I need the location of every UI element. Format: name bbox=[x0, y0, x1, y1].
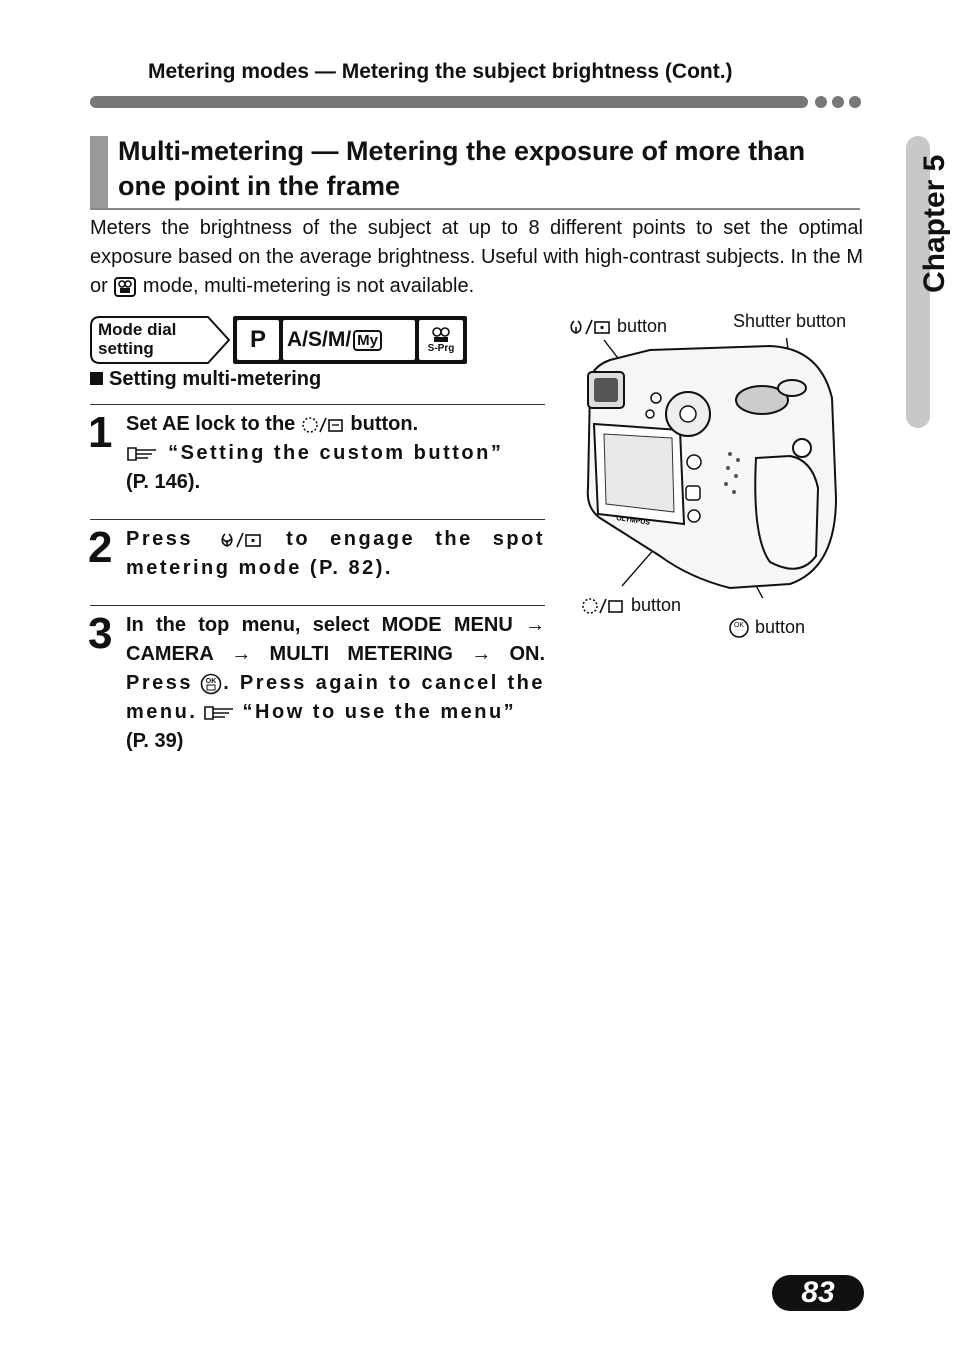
section-heading-block bbox=[90, 136, 860, 210]
small-button bbox=[646, 410, 654, 418]
step-2-text-b: to engage the spot metering mode (P. 82). bbox=[126, 528, 545, 579]
macro-spot-icon bbox=[566, 317, 612, 337]
grip bbox=[755, 456, 818, 569]
step-3-text-d: ON. bbox=[509, 643, 546, 665]
step-1-text bbox=[126, 410, 545, 497]
step-3-text bbox=[126, 611, 545, 756]
step-divider bbox=[90, 519, 545, 520]
step-1-text-b: button. bbox=[350, 413, 419, 435]
step-divider bbox=[90, 404, 545, 405]
step-3-text-f: . Press again to cancel the menu. bbox=[126, 672, 545, 723]
subheading bbox=[90, 368, 321, 391]
custom-button-icon bbox=[580, 596, 626, 616]
small-button bbox=[651, 393, 661, 403]
pointing-hand-icon bbox=[126, 445, 160, 463]
header-dot bbox=[815, 96, 827, 108]
mode-asm-my bbox=[283, 320, 415, 360]
section-heading-bar bbox=[90, 136, 108, 208]
page-number: 83 bbox=[801, 1276, 835, 1309]
ok-button-label-text: button bbox=[755, 617, 806, 637]
ok-button-icon bbox=[728, 617, 750, 639]
viewfinder-glass bbox=[594, 378, 618, 402]
ok-button-label bbox=[728, 617, 805, 639]
intro-paragraph bbox=[90, 214, 863, 301]
header-dot bbox=[849, 96, 861, 108]
custom-button-label-text: button bbox=[631, 595, 682, 615]
arrow-right-icon: → bbox=[231, 643, 252, 665]
mode-sprg bbox=[419, 320, 463, 360]
step-1-ref-page: (P. 146). bbox=[126, 471, 201, 493]
custom-button bbox=[688, 510, 700, 522]
header-dot bbox=[832, 96, 844, 108]
step-3-text-e: Press bbox=[126, 672, 193, 694]
camera-illustration bbox=[580, 338, 850, 598]
macro-button-label bbox=[566, 316, 667, 337]
arrow-right-icon: → bbox=[525, 614, 545, 636]
step-divider bbox=[90, 605, 545, 606]
chapter-label: Chapter 5 bbox=[918, 154, 951, 293]
step-number: 2 bbox=[88, 523, 113, 572]
bullet-square-icon bbox=[90, 372, 103, 385]
side-button bbox=[686, 486, 700, 500]
step-3-text-h: (P. 39) bbox=[126, 730, 184, 752]
step-1-text-a: Set AE lock to the bbox=[126, 413, 296, 435]
mode-p: P bbox=[237, 320, 279, 360]
mode-dial-modes bbox=[233, 316, 467, 364]
brand-logo: OLYMPUS bbox=[615, 515, 651, 527]
movie-mode-icon bbox=[113, 276, 137, 298]
step-3-text-c: MULTI METERING bbox=[269, 643, 453, 665]
mode-dial-label-line1: Mode dial bbox=[98, 320, 177, 339]
strap-eyelet bbox=[793, 439, 811, 457]
mode-dial-label bbox=[98, 320, 176, 358]
arrow-right-icon: → bbox=[471, 643, 492, 665]
macro-spot-icon bbox=[217, 530, 263, 550]
step-2-text-a: Press bbox=[126, 528, 193, 550]
ok-button-icon bbox=[199, 673, 223, 695]
step-number: 1 bbox=[88, 408, 113, 457]
shutter-button-label: Shutter button bbox=[733, 311, 847, 331]
subheading-text: Setting multi-metering bbox=[109, 368, 322, 390]
step-number: 3 bbox=[88, 609, 113, 658]
arrow-pad-center bbox=[680, 406, 696, 422]
mode-sprg-label: S-Prg bbox=[427, 342, 455, 354]
step-3-text-b: CAMERA bbox=[126, 643, 214, 665]
step-3-text-g: “How to use the menu” bbox=[242, 701, 517, 723]
custom-button-icon bbox=[301, 415, 345, 435]
step-3-text-a: In the top menu, select MODE MENU bbox=[126, 614, 513, 636]
mode-my: My bbox=[353, 330, 382, 351]
custom-button-label bbox=[580, 595, 681, 616]
step-2-text bbox=[126, 525, 545, 583]
running-header: Metering modes — Metering the subject brightness (Cont.) bbox=[148, 60, 733, 83]
lcd-screen bbox=[604, 434, 674, 512]
scene-program-icon bbox=[430, 327, 452, 343]
section-heading: Multi-metering — Metering the exposure of more than one point in the frame bbox=[118, 136, 806, 201]
step-1-ref bbox=[126, 439, 545, 468]
mode-asm: A/S/M/ bbox=[287, 328, 352, 351]
macro-button-label-text: button bbox=[617, 316, 668, 336]
pointing-hand-icon bbox=[203, 704, 237, 722]
mode-dial-label-line2: setting bbox=[98, 339, 154, 358]
svg-text:OK: OK bbox=[205, 677, 217, 685]
step-1-ref-text: “Setting the custom button” bbox=[168, 442, 504, 464]
ok-button bbox=[687, 455, 701, 469]
step-1-line1 bbox=[126, 410, 545, 439]
ok-glyph: OK bbox=[733, 622, 745, 630]
intro-text: Meters the brightness of the subject at up to 8 different points to set the optimal exposure based on the average brightness. Useful with high-contrast subjects. In the M or bbox=[90, 217, 863, 297]
header-rule bbox=[90, 96, 808, 108]
shutter-button bbox=[778, 380, 806, 396]
intro-text-end: mode, multi-metering is not available. bbox=[142, 275, 475, 297]
